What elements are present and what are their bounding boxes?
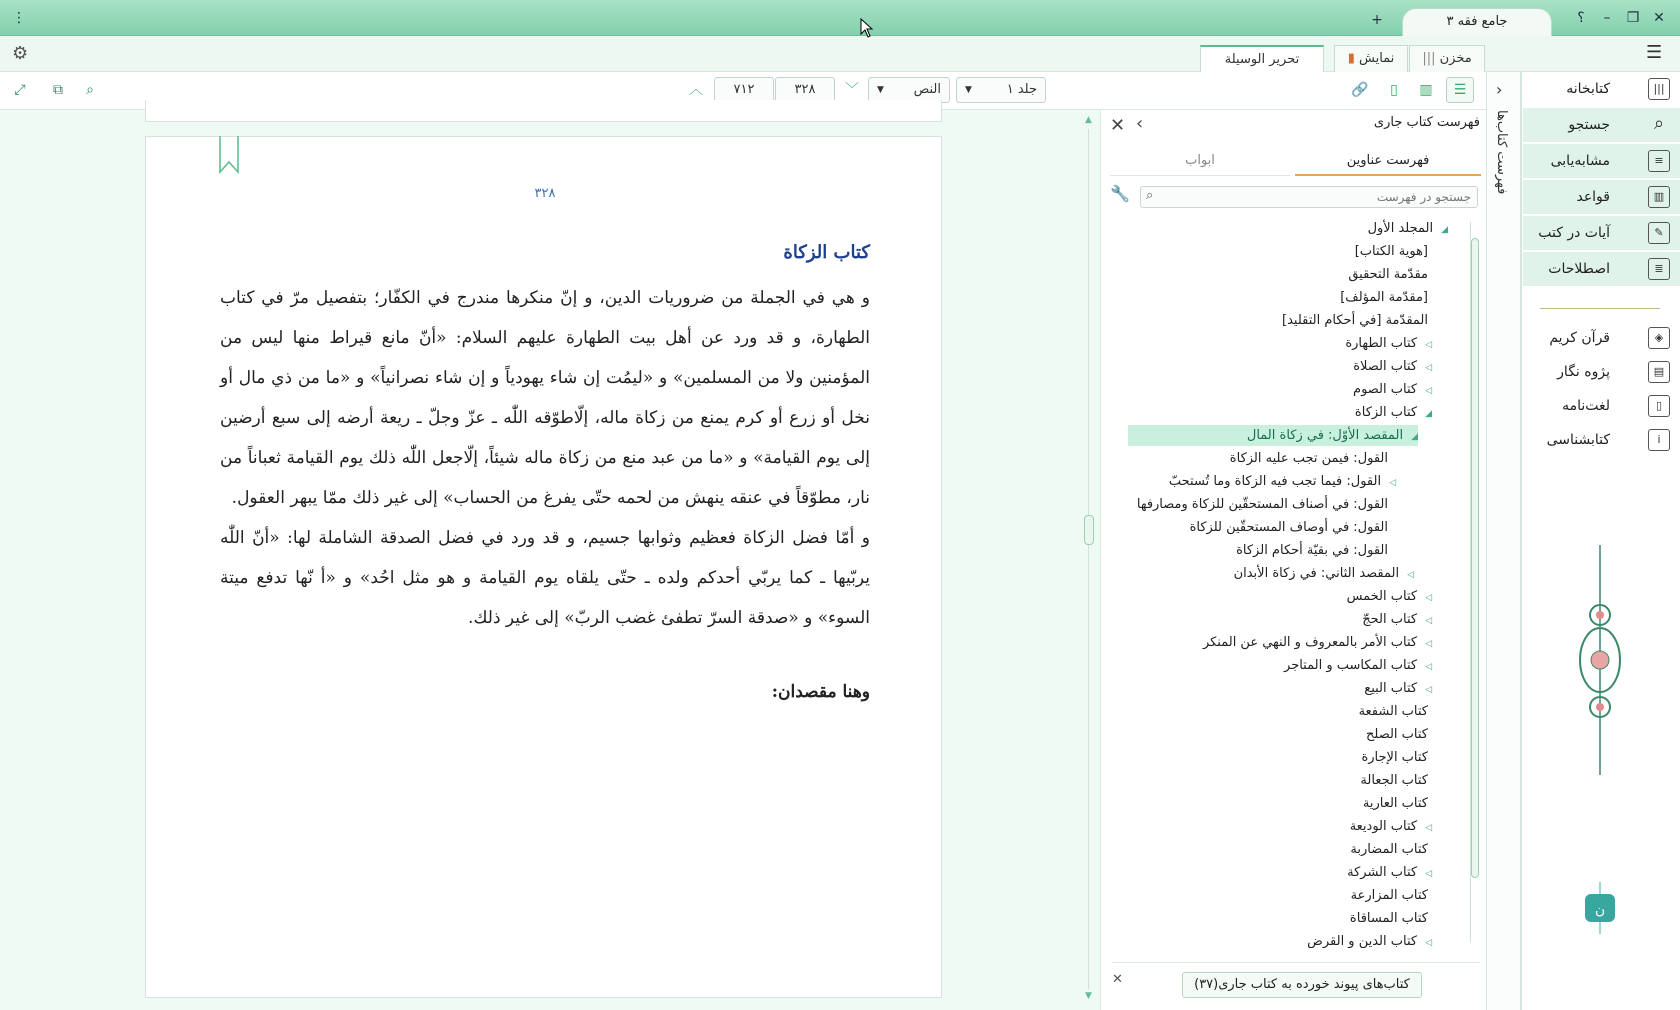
expand-arrow-icon[interactable]: ◁ <box>1389 478 1396 488</box>
panel-divider <box>1112 962 1480 963</box>
expand-arrow-icon[interactable]: ◁ <box>1425 685 1432 695</box>
paragraph: و هي في الجملة من ضروريات الدين، و إنّ منكرها مندرج في الكفّار؛ بتفصيل مرّ في كتاب الطهارة، و قد ورد عن أهل بيت الطهارة عليهم السلام: «أنّ مانع قيراط منها ليس من المؤمنين ولا من المسلمين» و «ليمُت إن شاء يهودياً و إن شاء نصرانياً» و «ما من ذي مال أو نخل أو زرع أو كرم يمنع من زكاة ماله، إلّاطوّقه اللّٰه ـ عزّ وجلّ ـ ريعة أرضه إلى سبع أرضين إلى يوم القيامة» و «ما من عبد منع من زكاة ماله شيئاً، إلّاجعل اللّٰه ذلك يوم القيامة ثعباناً من نار، مطوّقاً في عنقه ينهش من لحمه حتّى يفرغ من الحساب» إلى غير ذلك ممّا يبهر العقول. <box>220 288 870 508</box>
tree-node-label: كتاب الحجّ <box>1362 612 1418 627</box>
help-button[interactable]: ؟ <box>1577 10 1585 26</box>
tree-node-label: كتاب الصلاة <box>1353 359 1418 374</box>
tree-node-label: كتاب الصوم <box>1353 382 1418 397</box>
chevron-left-icon[interactable]: ‹ <box>1136 113 1144 134</box>
tree-node-label: كتاب الخمس <box>1346 589 1418 604</box>
expand-arrow-icon[interactable]: ◁ <box>1425 363 1432 373</box>
tree-node-label: القول: فيما تجب فيه الزكاة وما تُستحبّ <box>1168 474 1382 489</box>
info-icon: i <box>1648 429 1670 451</box>
expand-arrow-icon[interactable]: ◁ <box>1425 639 1432 649</box>
tree-node-label: كتاب الشركة <box>1347 865 1418 880</box>
tree-node[interactable] <box>1203 632 1432 653</box>
sidebar-item-notes[interactable] <box>1523 355 1680 389</box>
tree-node[interactable] <box>1307 931 1432 948</box>
tree-node-label: المجلد الأول <box>1367 221 1434 236</box>
link-icon[interactable]: 🔗 <box>1351 82 1369 98</box>
settings-gear-icon[interactable]: ⚙ <box>12 43 29 64</box>
sidebar-item-verses[interactable] <box>1523 216 1680 250</box>
tab-document[interactable]: تحریر الوسیلة <box>1200 45 1324 72</box>
expand-arrow-icon[interactable]: ◢ <box>1441 225 1448 235</box>
paragraph: و أمّا فضل الزكاة فعظيم وثوابها جسيم، و قد ورد في فضل الصدقة الشاملة لها: «أنّ اللّٰه يربّيها ـ كما يربّي أحدكم ولده ـ حتّى يلقاه يوم القيامة و هو مثل احُد» و «أ نّها تدفع ميتة السوء» و «صدقة السرّ تطفئ غضب الربّ» إلى غير ذلك. <box>220 528 870 628</box>
expand-arrow-icon[interactable]: ◁ <box>1425 386 1432 396</box>
book-view-icon[interactable]: ▥ <box>1419 82 1433 98</box>
tree-node[interactable] <box>1350 816 1432 837</box>
tree-node[interactable] <box>1236 540 1388 561</box>
panel-title: فهرست کتاب جاری <box>1373 115 1480 130</box>
restore-button[interactable]: ❐ <box>1626 10 1640 26</box>
sidebar-item-label: کتابشناسی <box>1546 432 1610 448</box>
expand-arrow-icon[interactable]: ◁ <box>1425 616 1432 626</box>
sidebar-item-quran[interactable] <box>1523 321 1680 355</box>
dictionary-icon: ▯ <box>1648 395 1670 417</box>
sidebar-item-bibliography[interactable] <box>1523 423 1680 457</box>
tree-node-label: كتاب الصلح <box>1366 727 1428 742</box>
tree-node[interactable] <box>1353 356 1432 377</box>
close-panel-icon[interactable]: ✕ <box>1110 115 1126 136</box>
tree-node[interactable] <box>1169 471 1396 492</box>
close-linked-icon[interactable]: ✕ <box>1112 972 1123 987</box>
add-tab-button[interactable]: + <box>1371 12 1383 28</box>
compare-icon[interactable]: ⧉ <box>53 82 63 98</box>
library-icon: ||| <box>1648 78 1670 100</box>
tree-node[interactable] <box>1137 494 1388 515</box>
tree-node[interactable] <box>1355 402 1432 423</box>
mouse-cursor-icon <box>860 18 874 38</box>
tree-node-label: كتاب الزكاة <box>1354 405 1418 420</box>
tree-node[interactable] <box>1362 609 1432 630</box>
sidebar-item-search[interactable] <box>1523 108 1680 142</box>
tree-node[interactable] <box>1340 287 1428 308</box>
tree-node-label: مقدّمة التحقيق <box>1348 267 1428 282</box>
scroll-track <box>1088 129 1089 989</box>
tree-node[interactable] <box>1230 448 1388 469</box>
tree-node[interactable] <box>1345 333 1432 354</box>
expand-arrow-icon[interactable]: ◁ <box>1425 593 1432 603</box>
scroll-down-icon[interactable]: ▼ <box>1085 991 1092 1001</box>
sidebar-item-label: کتابخانه <box>1566 81 1610 97</box>
scroll-up-icon[interactable]: ▲ <box>1085 115 1092 125</box>
tree-node[interactable] <box>1190 517 1388 538</box>
tree-node-label: كتاب العارية <box>1362 796 1428 811</box>
expand-icon[interactable]: ⤢ <box>14 82 26 98</box>
sidebar-item-dictionary[interactable] <box>1523 389 1680 423</box>
tab-storage-label: مخزن <box>1439 51 1472 66</box>
ornament-icon <box>1570 545 1630 775</box>
sidebar-item-rules[interactable] <box>1523 180 1680 214</box>
scroll-thumb[interactable] <box>1084 515 1094 545</box>
sidebar-item-label: آیات در کتب <box>1538 225 1610 241</box>
page-number: ۳۲۸ <box>534 186 556 201</box>
tree-node-label: كتاب الطهارة <box>1345 336 1418 351</box>
tree-node-label: كتاب المساقاة <box>1349 911 1428 926</box>
notes-icon: ▤ <box>1648 361 1670 383</box>
tree-node-label: [مقدّمة المؤلف] <box>1340 290 1428 305</box>
mode-select[interactable]: النص ▼ <box>868 77 950 103</box>
tree-node[interactable] <box>1366 724 1428 745</box>
tree-node[interactable] <box>1360 770 1428 791</box>
tree-node[interactable] <box>1361 747 1428 768</box>
tab-chapters[interactable]: ابواب <box>1110 148 1290 176</box>
volume-select[interactable]: جلد ۱ ▼ <box>956 77 1046 103</box>
search-icon: ⌕ <box>1653 113 1665 134</box>
similar-icon: ≡ <box>1648 150 1670 172</box>
volume-select-value: جلد ۱ <box>1006 82 1037 97</box>
expand-arrow-icon[interactable]: ◁ <box>1425 869 1432 879</box>
tree-node-label: القول: في أوصاف المستحقّين للزكاة <box>1189 520 1388 535</box>
chevron-right-icon[interactable]: › <box>1496 80 1503 99</box>
tree-node-label: كتاب المكاسب و المتاجر <box>1284 658 1418 673</box>
sidebar-item-library[interactable] <box>1523 72 1680 106</box>
tree-node-label: القول: فيمن تجب عليه الزكاة <box>1229 451 1388 466</box>
tree-node-label: كتاب الإجارة <box>1361 750 1428 765</box>
list-view-icon[interactable]: ☰ <box>1446 77 1474 103</box>
tree-node[interactable] <box>1353 379 1432 400</box>
tree-node-label: كتاب البيع <box>1364 681 1418 696</box>
tree-node-label: كتاب الجعالة <box>1360 773 1428 788</box>
tree-node-selected[interactable] <box>1128 425 1418 446</box>
book-list-vertical-label: فهرست کتاب‌ها <box>1494 110 1509 195</box>
expand-arrow-icon[interactable]: ◢ <box>1425 409 1432 419</box>
tree-node[interactable] <box>1234 563 1414 584</box>
toc-search-input[interactable] <box>1140 186 1478 208</box>
tab-display[interactable]: نمایش ▮ <box>1334 45 1408 72</box>
tree-node-label: [هوية الكتاب] <box>1354 244 1428 259</box>
expand-arrow-icon[interactable]: ◁ <box>1407 570 1414 580</box>
page-down-button[interactable]: ﹀ <box>845 82 859 98</box>
tree-node-label: كتاب المزارعة <box>1350 888 1428 903</box>
quran-icon: ◈ <box>1648 327 1670 349</box>
tab-titles[interactable]: فهرست عناوین <box>1295 148 1481 176</box>
expand-arrow-icon[interactable]: ◁ <box>1425 340 1432 350</box>
tree-node-label: كتاب الشفعة <box>1358 704 1428 719</box>
book-list-strip[interactable] <box>1486 72 1521 1010</box>
expand-arrow-icon[interactable]: ◁ <box>1425 938 1432 948</box>
tree-node-label: المقصد الثاني: في زكاة الأبدان <box>1233 566 1400 581</box>
subheading: وهنا مقصدان: <box>771 682 870 702</box>
verses-icon: ✎ <box>1648 222 1670 244</box>
bookmark-icon[interactable] <box>218 136 240 174</box>
tree-node[interactable] <box>1364 678 1432 699</box>
tree-node[interactable] <box>1282 310 1428 331</box>
sidebar-item-label: قرآن کریم <box>1549 330 1610 346</box>
expand-arrow-icon[interactable]: ◁ <box>1425 823 1432 833</box>
tree-node[interactable] <box>1350 839 1428 860</box>
page-up-button[interactable]: ︿ <box>689 82 703 98</box>
tree-node-label: كتاب الوديعة <box>1349 819 1418 834</box>
previous-page-edge <box>145 100 942 122</box>
sidebar-item-terms[interactable] <box>1523 252 1680 286</box>
search-icon: ⌕ <box>1146 188 1154 203</box>
linked-books-button[interactable]: کتاب‌های پیوند خورده به کتاب جاری(۳۷) <box>1182 972 1422 998</box>
tree-node-label: كتاب الدين و القرض <box>1307 934 1418 948</box>
tree-node[interactable] <box>1348 264 1428 285</box>
tree-node-label: كتاب الأمر بالمعروف و النهي عن المنكر <box>1202 635 1418 650</box>
find-icon[interactable]: ⌕ <box>86 82 94 98</box>
document-scrollbar[interactable] <box>1083 115 1095 1005</box>
chapter-title: كتاب الزكاة <box>783 242 870 263</box>
sidebar-item-label: جستجو <box>1568 117 1610 133</box>
tree-node[interactable] <box>1347 586 1432 607</box>
minimize-button[interactable]: – <box>1603 10 1611 26</box>
terms-icon: ≣ <box>1648 258 1670 280</box>
sidebar-item-label: مشابه‌یابی <box>1550 153 1610 169</box>
tree-node[interactable] <box>1363 793 1428 814</box>
tree-node[interactable] <box>1355 241 1428 262</box>
expand-arrow-icon[interactable]: ◢ <box>1411 432 1418 442</box>
bookmark-view-icon[interactable]: ▯ <box>1390 82 1398 98</box>
tab-display-label: نمایش <box>1359 51 1395 66</box>
mode-select-value: النص <box>913 82 941 97</box>
tree-node[interactable] <box>1347 862 1432 883</box>
page-current-input[interactable]: ۳۲۸ <box>775 77 835 103</box>
sidebar-item-label: قواعد <box>1576 189 1610 205</box>
hamburger-menu-icon[interactable]: ☰ <box>1646 42 1663 63</box>
tree-scrollbar-thumb[interactable] <box>1471 238 1479 878</box>
tree-node-label: المقدّمة [في أحكام التقليد] <box>1282 313 1428 328</box>
expand-arrow-icon[interactable]: ◁ <box>1425 662 1432 672</box>
sidebar-item-similar[interactable] <box>1523 144 1680 178</box>
sidebar-item-label: اصطلاحات <box>1548 261 1610 277</box>
tree-node[interactable] <box>1351 885 1428 906</box>
tree-node[interactable] <box>1350 908 1428 929</box>
sidebar-item-label: پژوه نگار <box>1557 364 1610 380</box>
ornament-divider <box>1540 308 1660 314</box>
app-menu-icon[interactable]: ⋮ <box>12 10 26 26</box>
tree-node-label: القول: في أصناف المستحقّين للزكاة ومصارفها <box>1136 497 1388 512</box>
close-button[interactable]: ✕ <box>1653 10 1665 26</box>
tree-node[interactable] <box>1368 218 1448 239</box>
tree-node-label: القول: في بقيّة أحكام الزكاة <box>1236 543 1388 558</box>
tree-node[interactable] <box>1284 655 1432 676</box>
toc-tree <box>1110 218 1470 948</box>
sidebar-item-label: لغت‌نامه <box>1562 398 1610 414</box>
tab-storage[interactable]: مخزن ||| <box>1409 45 1485 72</box>
rules-icon: ▥ <box>1648 186 1670 208</box>
app-tab[interactable]: جامع فقه ۳ <box>1402 8 1552 36</box>
app-logo-icon <box>1582 882 1618 934</box>
tree-node[interactable] <box>1359 701 1428 722</box>
tree-node-label: كتاب المضاربة <box>1350 842 1428 857</box>
svg-text:ن: ن <box>1594 902 1606 918</box>
page-total: ۷۱۲ <box>714 77 774 103</box>
tree-node-label: المقصد الأوّل: في زكاة المال <box>1246 428 1404 443</box>
wrench-icon[interactable]: 🔧 <box>1110 184 1130 203</box>
document-body <box>220 278 870 638</box>
